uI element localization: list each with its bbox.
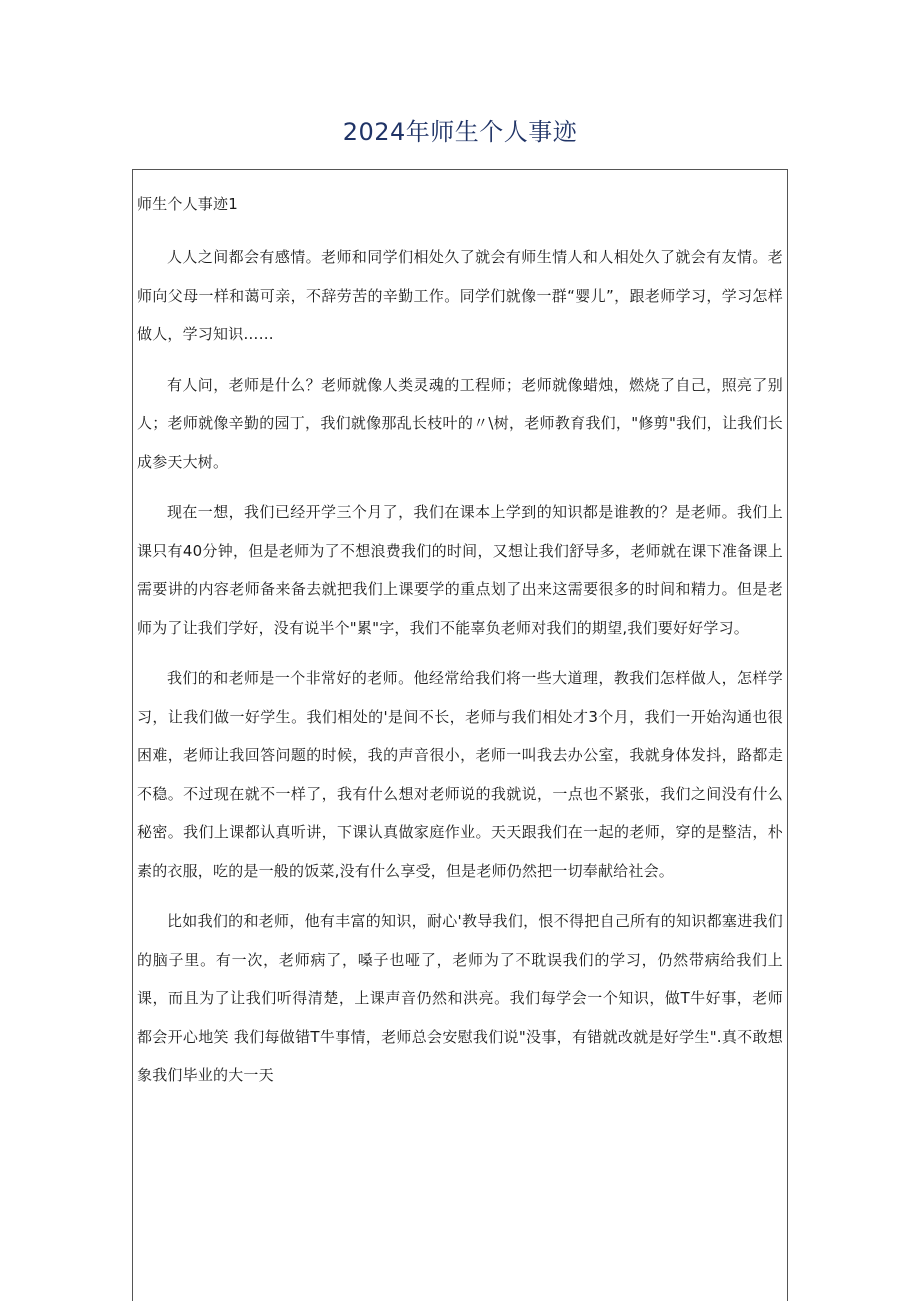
paragraph: 有人问，老师是什么？老师就像人类灵魂的工程师；老师就像蜡烛，燃烧了自己，照亮了别人；老师就像辛勤的园丁，我们就像那乱长枝叶的〃\树，老师教育我们，"修剪"我们，让我们长成参天大树。 [137, 375, 783, 471]
document-body [137, 190, 783, 1107]
paragraph: 我们的和老师是一个非常好的老师。他经常给我们将一些大道理，教我们怎样做人，怎样学习，让我们做一好学生。我们相处的'是间不长，老师与我们相处才3个月，我们一开始沟通也很困难，老师让我回答问题的时候，我的声音很小，老师一叫我去办公室，我就身体发抖，路都走不稳。不过现在就不一样了，我有什么想对老师说的我就说，一点也不紧张，我们之间没有什么秘密。我们上课都认真听讲，下课认真做家庭作业。天天跟我们在一起的老师，穿的是整洁，朴素的衣服，吃的是一般的饭菜,没有什么享受，但是老师仍然把一切奉献给社会。 [137, 669, 783, 880]
document-title: 2024年师生个人事迹 [342, 118, 578, 146]
paragraph: 人人之间都会有感情。老师和同学们相处久了就会有师生情人和人相处久了就会有友情。老师向父母一样和蔼可亲，不辞劳苦的辛勤工作。同学们就像一群“婴儿”，跟老师学习，学习怎样做人，学习知识…… [137, 248, 783, 343]
paragraph: 现在一想，我们已经开学三个月了，我们在课本上学到的知识都是谁教的？是老师。我们上课只有40分钟，但是老师为了不想浪费我们的时间，又想让我们舒导多，老师就在课下准备课上需要讲的内容老师备来备去就把我们上课要学的重点划了出来这需要很多的时间和精力。但是老师为了让我们学好，没有说半个"累"字，我们不能辜负老师对我们的期望,我们要好好学习。 [137, 503, 783, 637]
paragraph: 比如我们的和老师，他有丰富的知识，耐心'教导我们，恨不得把自己所有的知识都塞进我们的脑子里。有一次，老师病了，嗓子也哑了，老师为了不耽误我们的学习，仍然带病给我们上课，而且为了让我们听得清楚，上课声音仍然和洪亮。我们每学会一个知识，做T牛好事，老师都会开心地笑 我们每做错T牛事情，老师总会安慰我们说"没事，有错就改就是好学生".真不敢想象我们毕业的大一天 [137, 912, 783, 1084]
content-frame [132, 169, 788, 1301]
section-heading: 师生个人事迹1 [137, 195, 238, 213]
